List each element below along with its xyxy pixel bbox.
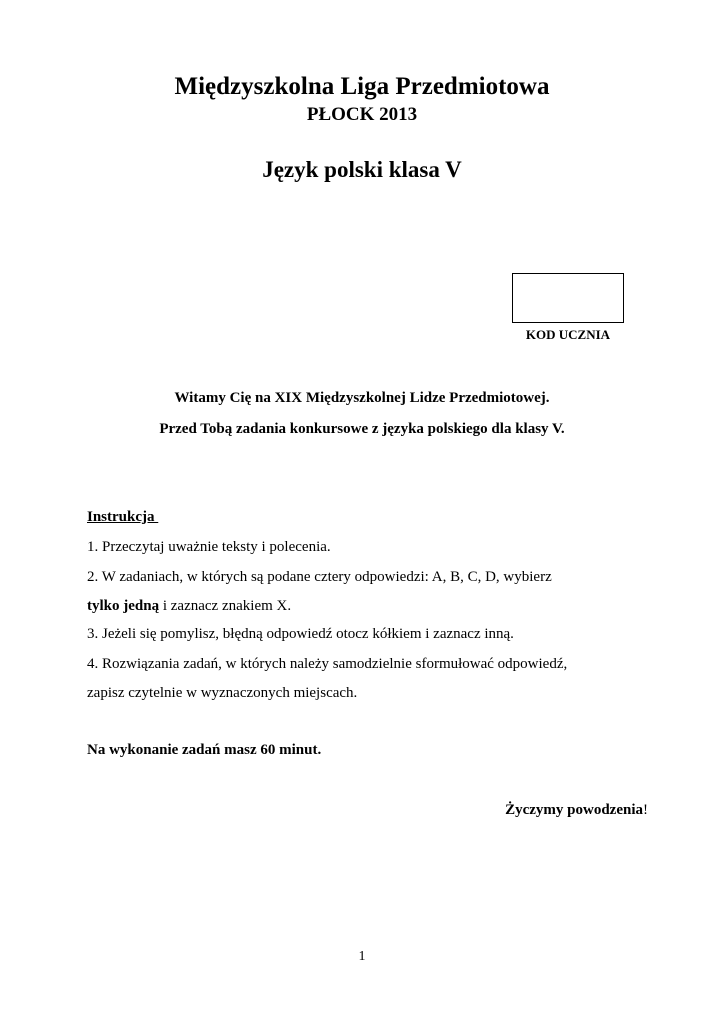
welcome-line-1: Witamy Cię na XIX Międzyszkolnej Lidze Przedmiotowej. (174, 390, 550, 406)
document-title: Międzyszkolna Liga Przedmiotowa (174, 73, 550, 100)
closing-wish-punct: ! (643, 802, 648, 818)
instruction-item-4: 4. Rozwiązania zadań, w których należy samodzielnie sformułować odpowiedź, (87, 656, 568, 672)
instructions-heading: Instrukcja (87, 509, 159, 525)
instruction-item-3: 3. Jeżeli się pomylisz, błędną odpowiedź otocz kółkiem i zaznacz inną. (87, 626, 514, 642)
student-code-box[interactable] (512, 273, 624, 323)
instruction-emphasis: tylko jedną (87, 598, 160, 614)
instruction-item-1: 1. Przeczytaj uważnie teksty i polecenia. (87, 539, 331, 555)
instruction-item-2-continued (87, 596, 687, 616)
subject-heading: Język polski klasa V (262, 157, 462, 182)
student-code-label: KOD UCZNIA (525, 327, 611, 342)
welcome-line-2: Przed Tobą zadania konkursowe z języka polskiego dla klasy V. (159, 421, 565, 437)
document-subtitle: PŁOCK 2013 (306, 104, 418, 125)
instruction-item-2: 2. W zadaniach, w których są podane cztery odpowiedzi: A, B, C, D, wybierz (87, 569, 552, 585)
page-number: 1 (358, 949, 366, 964)
instruction-item-2-rest: i zaznacz znakiem X. (159, 598, 292, 614)
closing-wish-text: Życzymy powodzenia (505, 802, 643, 818)
closing-wish (505, 800, 648, 820)
instruction-item-4-continued: zapisz czytelnie w wyznaczonych miejscach. (87, 685, 358, 701)
time-limit-note: Na wykonanie zadań masz 60 minut. (87, 742, 322, 758)
